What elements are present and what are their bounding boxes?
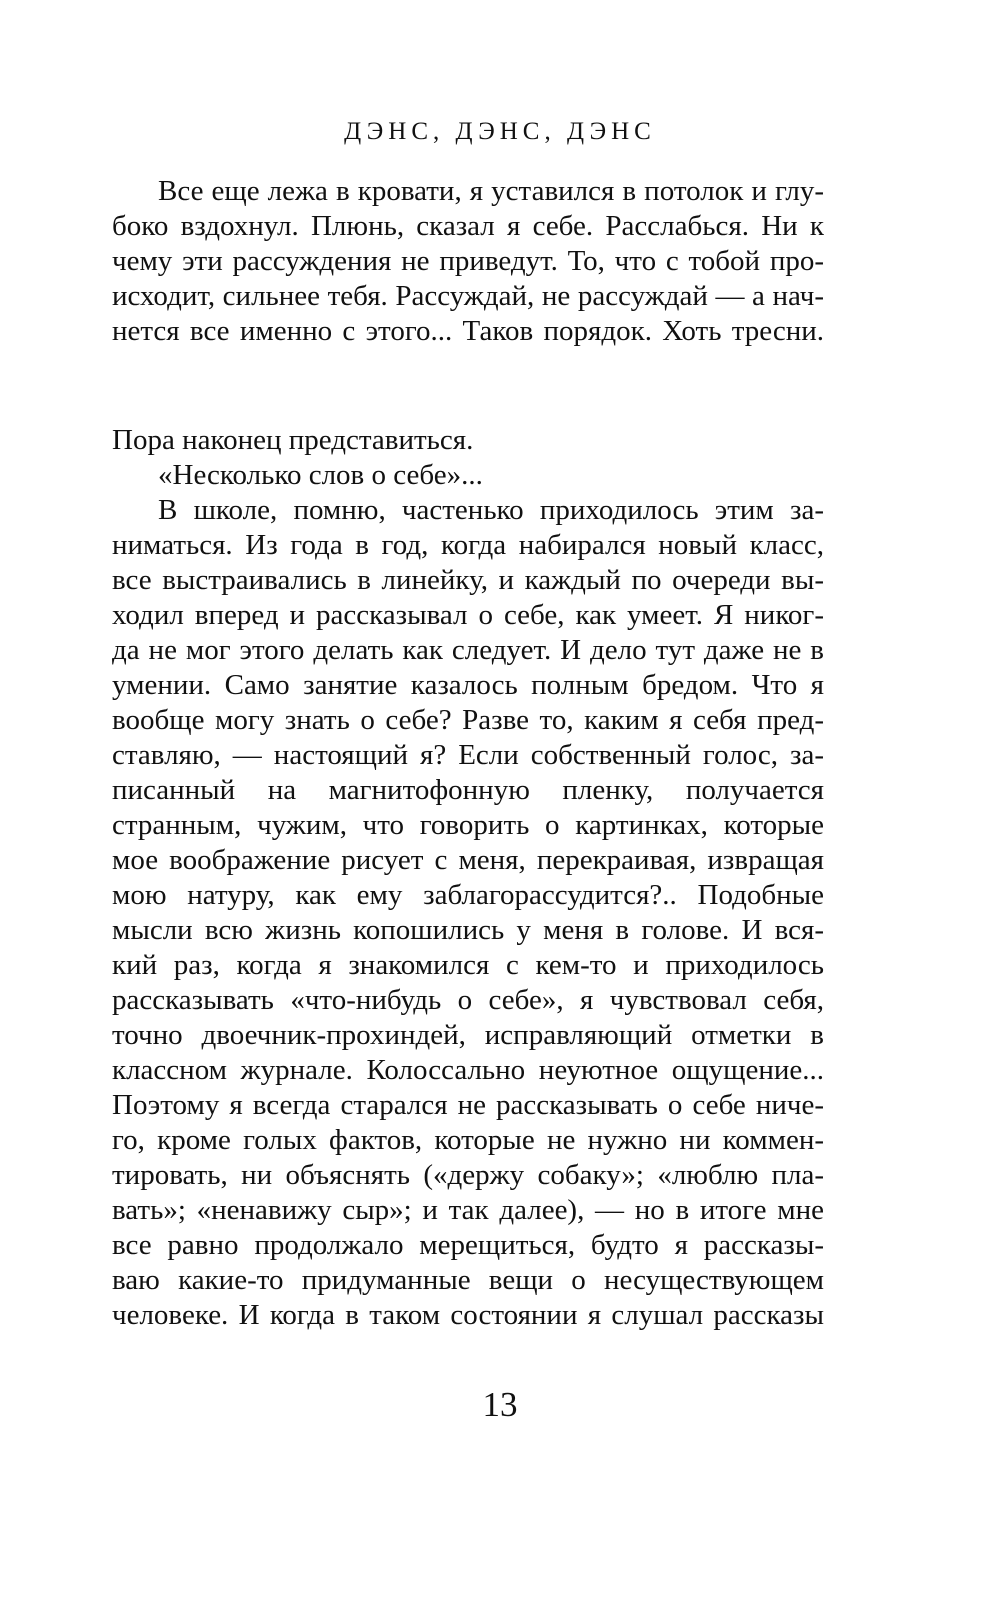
text-line: ставляю, — настоящий я? Если собственный голос, за- [112,739,824,771]
text-line: боко вздохнул. Плюнь, сказал я себе. Расслабься. Ни к [112,210,824,242]
text-line: классном журнале. Колоссально неуютное ощущение... [112,1054,824,1086]
text-line: В школе, помню, частенько приходилось этим за- [158,494,824,526]
text-line: человеке. И когда в таком состоянии я слушал рассказы [112,1299,824,1331]
text-line: мою натуру, как ему заблагорассудится?.. Подобные [112,879,824,911]
text-line: го, кроме голых фактов, которые не нужно ни коммен- [112,1124,824,1156]
text-line: странным, чужим, что говорить о картинках, которые [112,809,824,841]
text-line: чему эти рассуждения не приведут. То, что с тобой про- [112,245,824,277]
text-line: Поэтому я всегда старался не рассказывать о себе ниче- [112,1089,824,1121]
text-line: ниматься. Из года в год, когда набирался новый класс, [112,529,824,561]
text-line: ваю какие-то придуманные вещи о несуществующем [112,1264,824,1296]
paragraph-2 [112,423,824,1333]
text-line: нется все именно с этого... Таков порядок. Хоть тресни. [112,315,824,347]
text-line: тировать, ни объяснять («держу собаку»; «люблю пла- [112,1159,824,1191]
text-line: мое воображение рисует с меня, перекраивая, извращая [112,844,824,876]
text-line: кий раз, когда я знакомился с кем-то и приходилось [112,949,824,981]
text-line: мысли всю жизнь копошились у меня в голове. И вся- [112,914,824,946]
text-line: все равно продолжало мерещиться, будто я рассказы- [112,1229,824,1261]
section-opening-line: Пора наконец представиться. [112,424,474,456]
text-line: исходит, сильнее тебя. Рассуждай, не рассуждай — а нач- [112,280,824,312]
page-number: 13 [482,1385,518,1424]
text-line: да не мог этого делать как следует. И дело тут даже не в [112,634,824,666]
text-line: рассказывать «что-нибудь о себе», я чувствовал себя, [112,984,824,1016]
text-line: точно двоечник-прохиндей, исправляющий отметки в [112,1019,824,1051]
text-line: писанный на магнитофонную пленку, получается [112,774,824,806]
text-line: вать»; «ненавижу сыр»; и так далее), — но в итоге мне [112,1194,824,1226]
text-line: Все еще лежа в кровати, я уставился в потолок и глу- [158,175,824,207]
running-head-title: ДЭНС, ДЭНС, ДЭНС [344,118,656,145]
text-line: ходил вперед и рассказывал о себе, как умеет. Я никог- [112,599,824,631]
text-line: умении. Само занятие казалось полным бредом. Что я [112,669,824,701]
text-line: «Несколько слов о себе»... [158,459,483,491]
paragraph-1 [112,174,824,349]
text-line: вообще могу знать о себе? Разве то, каким я себя пред- [112,704,824,736]
text-line: все выстраивались в линейку, и каждый по очереди вы- [112,564,824,596]
